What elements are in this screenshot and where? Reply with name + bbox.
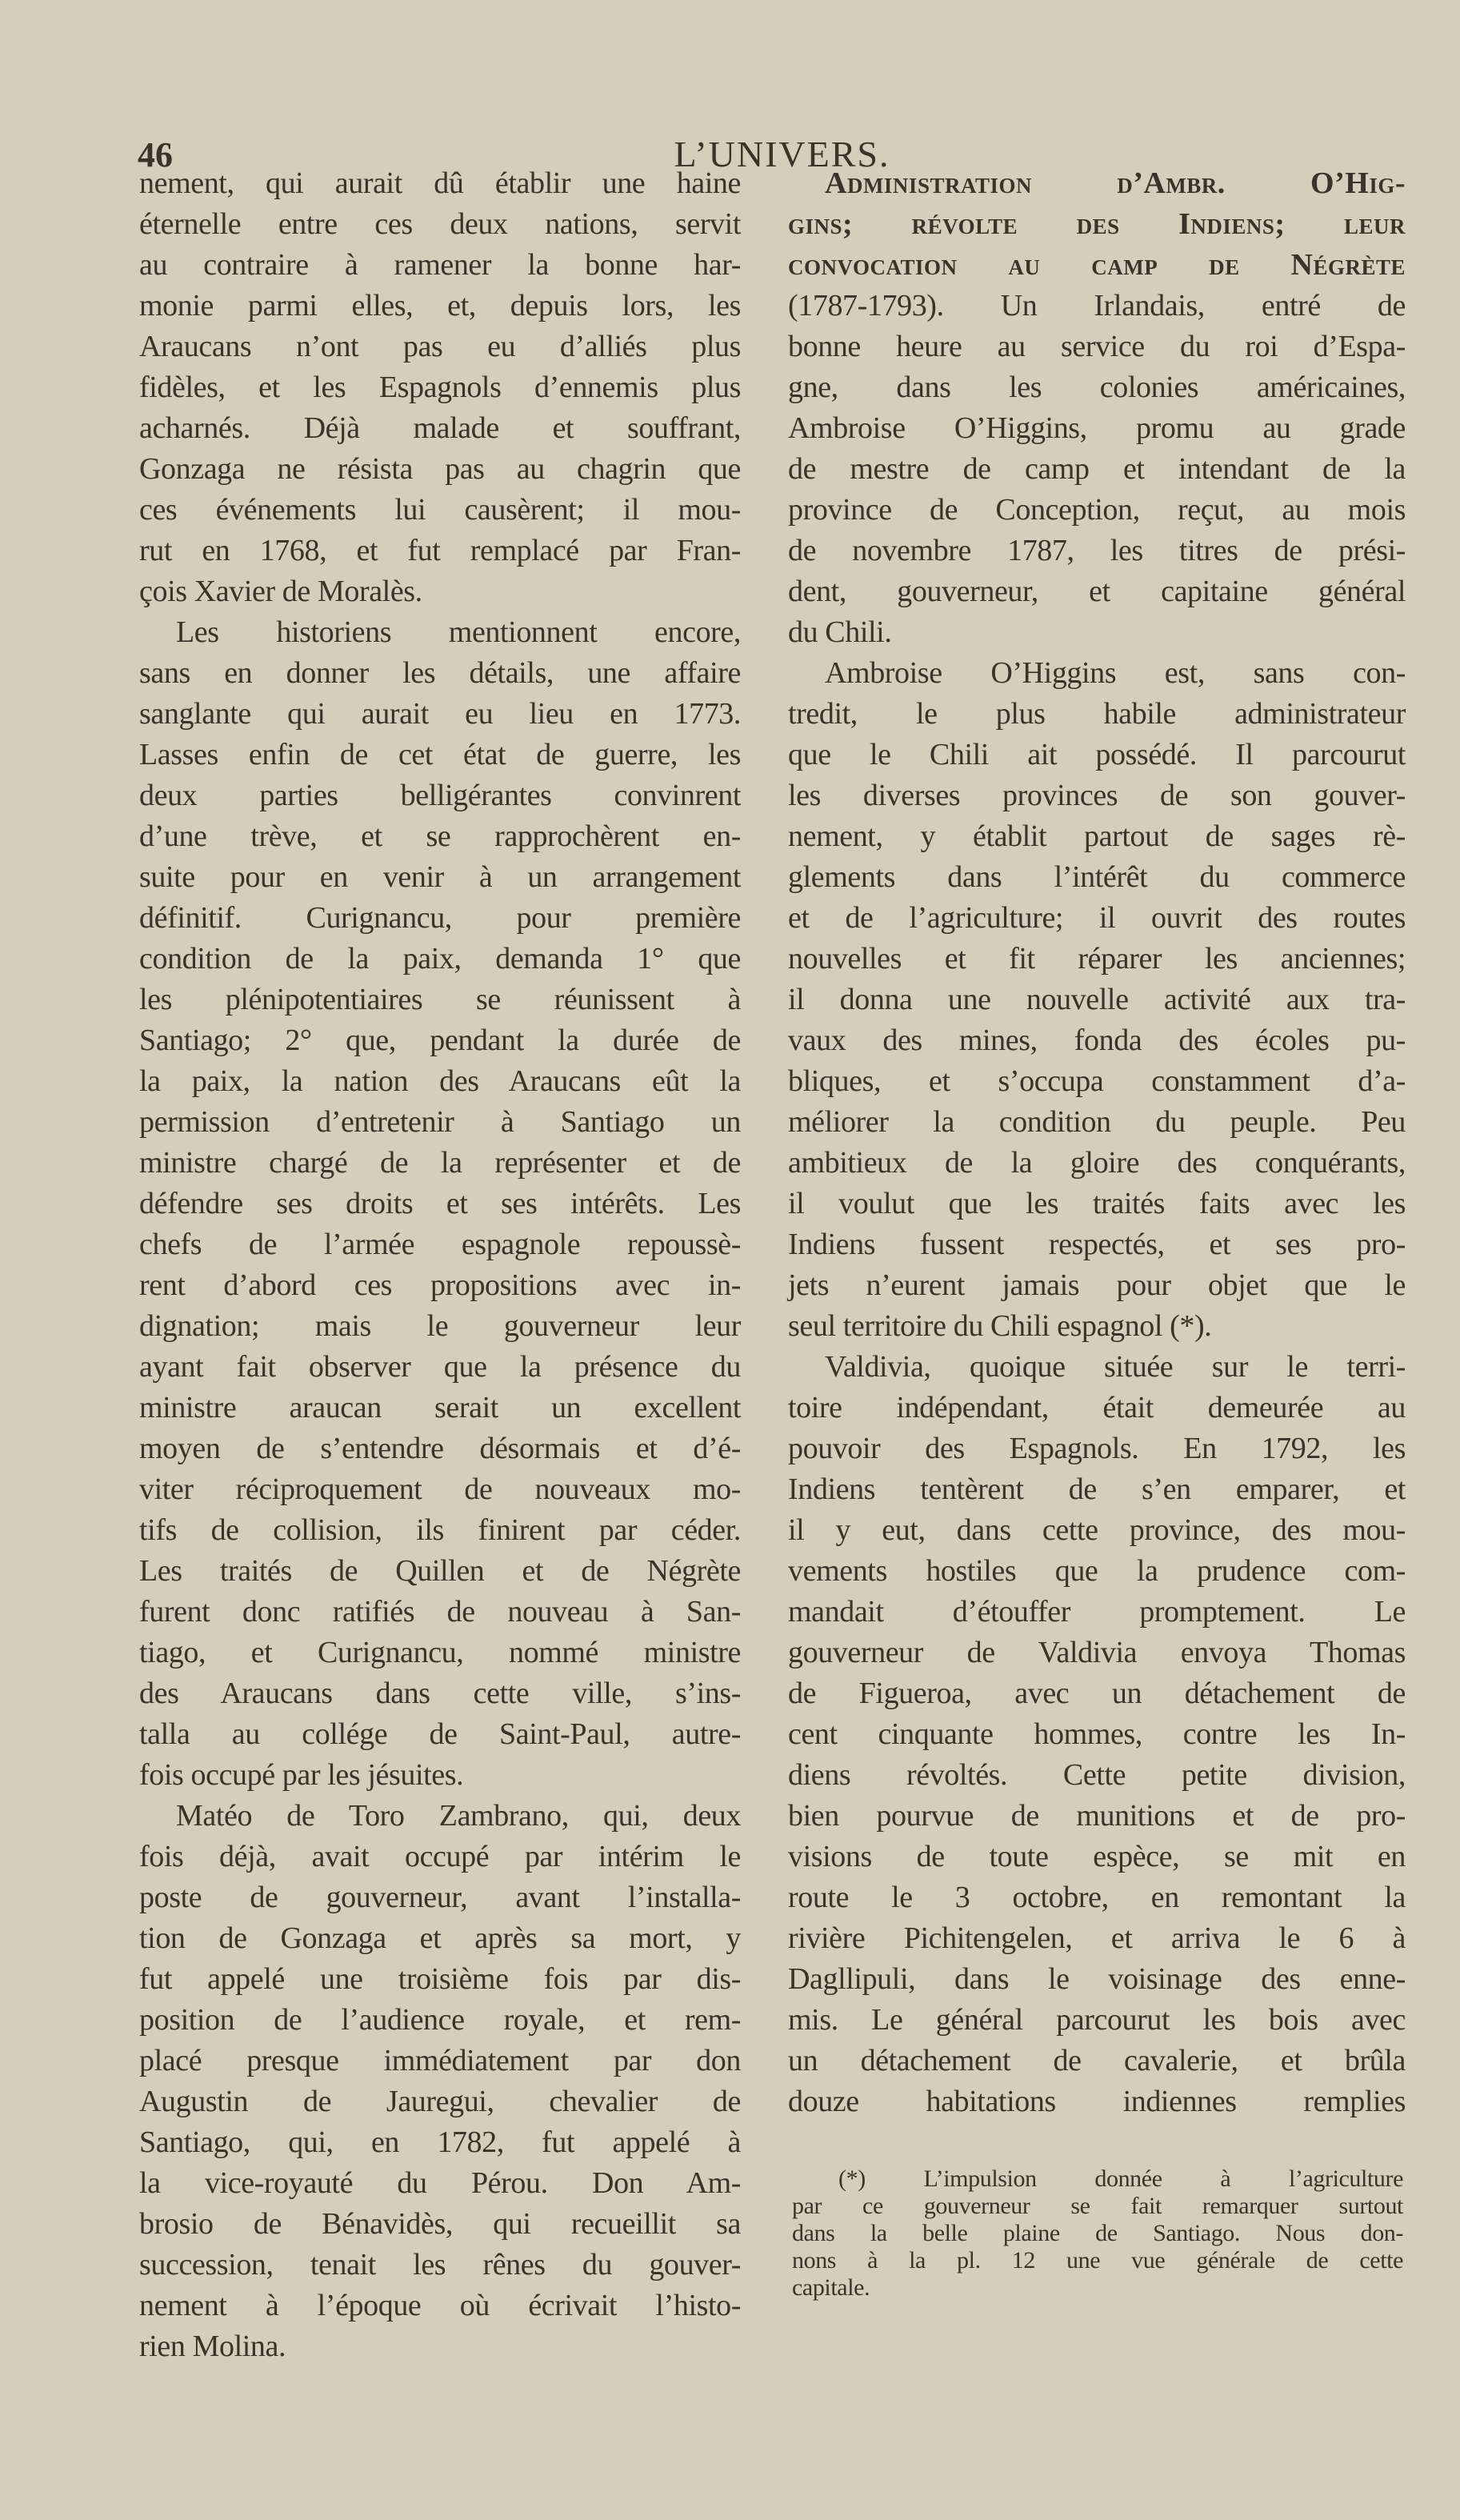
text-line: placé presque immédiatement par don [139, 2044, 741, 2077]
left-column [139, 163, 741, 2367]
text-line: Indiens tentèrent de s’en emparer, et [788, 1472, 1406, 1506]
page-number: 46 [138, 135, 173, 174]
text-line: mandait d’étouffer promptement. Le [788, 1595, 1406, 1629]
section-heading-line: Administration d’Ambr. O’Hig- [825, 166, 1406, 200]
text-line: ces événements lui causèrent; il mou- [139, 493, 741, 527]
right-column [788, 163, 1406, 2122]
text-line: d’une trève, et se rapprochèrent en- [139, 819, 741, 853]
text-line: glements dans l’intérêt du commerce [788, 860, 1406, 894]
text-line: de mestre de camp et intendant de la [788, 452, 1406, 486]
text-line: ayant fait observer que la présence du [139, 1350, 741, 1384]
text-line: dent, gouverneur, et capitaine général [788, 575, 1406, 608]
text-line: nement à l’époque où écrivait l’histo- [139, 2289, 741, 2322]
text-line: ministre araucan serait un excellent [139, 1391, 741, 1424]
text-line: que le Chili ait possédé. Il parcourut [788, 738, 1406, 771]
text-line: et de l’agriculture; il ouvrit des routes [788, 901, 1406, 935]
text-line: Valdivia, quoique située sur le terri- [825, 1350, 1406, 1384]
text-line: Ambroise O’Higgins, promu au grade [788, 411, 1406, 445]
text-line: (*) L’impulsion donnée à l’agriculture [838, 2165, 1403, 2192]
text-line: fidèles, et les Espagnols d’ennemis plus [139, 371, 741, 404]
text-line: bien pourvue de munitions et de pro- [788, 1799, 1406, 1833]
running-title: L’UNIVERS. [674, 134, 890, 174]
text-line: Les traités de Quillen et de Négrète [139, 1554, 741, 1588]
text-line: Indiens fussent respectés, et ses pro- [788, 1228, 1406, 1261]
text-line: tredit, le plus habile administrateur [788, 697, 1406, 731]
text-line: de Figueroa, avec un détachement de [788, 1677, 1406, 1710]
text-line: succession, tenait les rênes du gouver- [139, 2248, 741, 2282]
text-line: seul territoire du Chili espagnol (*). [788, 1309, 1212, 1343]
text-line: dignation; mais le gouverneur leur [139, 1309, 741, 1343]
text-line: défendre ses droits et ses intérêts. Les [139, 1187, 741, 1220]
text-line: définitif. Curignancu, pour première [139, 901, 741, 935]
text-line: par ce gouverneur se fait remarquer surtout [792, 2193, 1403, 2219]
text-line: condition de la paix, demanda 1° que [139, 942, 741, 976]
text-line: viter réciproquement de nouveaux mo- [139, 1472, 741, 1506]
text-line: les plénipotentiaires se réunissent à [139, 983, 741, 1016]
text-line: suite pour en venir à un arrangement [139, 860, 741, 894]
text-line: ministre chargé de la représenter et de [139, 1146, 741, 1180]
text-line: au contraire à ramener la bonne har- [139, 248, 741, 282]
text-line: la vice-royauté du Pérou. Don Am- [139, 2166, 741, 2200]
text-line: çois Xavier de Moralès. [139, 575, 422, 608]
text-line: jets n’eurent jamais pour objet que le [788, 1268, 1406, 1302]
text-line: province de Conception, reçut, au mois [788, 493, 1406, 527]
text-line: acharnés. Déjà malade et souffrant, [139, 411, 741, 445]
text-line: position de l’audience royale, et rem- [139, 2003, 741, 2037]
text-line: Gonzaga ne résista pas au chagrin que [139, 452, 741, 486]
text-line: tiago, et Curignancu, nommé ministre [139, 1636, 741, 1669]
text-line: fut appelé une troisième fois par dis- [139, 1962, 741, 1996]
text-line: toire indépendant, était demeurée au [788, 1391, 1406, 1424]
text-line: rut en 1768, et fut remplacé par Fran- [139, 534, 741, 567]
text-line: fois déjà, avait occupé par intérim le [139, 1840, 741, 1873]
text-line: rent d’abord ces propositions avec in- [139, 1268, 741, 1302]
text-line: nement, qui aurait dû établir une haine [139, 166, 741, 200]
text-line: méliorer la condition du peuple. Peu [788, 1105, 1406, 1139]
text-line: poste de gouverneur, avant l’installa- [139, 1881, 741, 1914]
text-line: les diverses provinces de son gouver- [788, 779, 1406, 812]
text-line: visions de toute espèce, se mit en [788, 1840, 1406, 1873]
text-line: sanglante qui aurait eu lieu en 1773. [139, 697, 741, 731]
text-line: rien Molina. [139, 2330, 286, 2363]
text-line: mis. Le général parcourut les bois avec [788, 2003, 1406, 2037]
text-line: fois occupé par les jésuites. [139, 1758, 464, 1792]
text-line: Augustin de Jauregui, chevalier de [139, 2085, 741, 2118]
text-line: nement, y établit partout de sages rè- [788, 819, 1406, 853]
text-line: rivière Pichitengelen, et arriva le 6 à [788, 1921, 1406, 1955]
text-line: permission d’entretenir à Santiago un [139, 1105, 741, 1139]
text-line: Lasses enfin de cet état de guerre, les [139, 738, 741, 771]
text-line: nons à la pl. 12 une vue générale de cette [792, 2247, 1403, 2274]
text-line: nouvelles et fit réparer les anciennes; [788, 942, 1406, 976]
text-line: bonne heure au service du roi d’Espa- [788, 330, 1406, 363]
text-line: capitale. [792, 2274, 870, 2301]
text-line: deux parties belligérantes convinrent [139, 779, 741, 812]
text-line: la paix, la nation des Araucans eût la [139, 1064, 741, 1098]
text-line: diens révoltés. Cette petite division, [788, 1758, 1406, 1792]
text-line: moyen de s’entendre désormais et d’é- [139, 1432, 741, 1465]
text-line: Matéo de Toro Zambrano, qui, deux [176, 1799, 741, 1833]
text-line: Santiago; 2° que, pendant la durée de [139, 1024, 741, 1057]
text-line: dans la belle plaine de Santiago. Nous don- [792, 2220, 1403, 2246]
text-line: un détachement de cavalerie, et brûla [788, 2044, 1406, 2077]
text-line: bliques, et s’occupa constamment d’a- [788, 1064, 1406, 1098]
text-line: talla au collége de Saint-Paul, autre- [139, 1717, 741, 1751]
text-line: Dagllipuli, dans le voisinage des enne- [788, 1962, 1406, 1996]
text-line: gouverneur de Valdivia envoya Thomas [788, 1636, 1406, 1669]
text-line: Araucans n’ont pas eu d’alliés plus [139, 330, 741, 363]
text-line: douze habitations indiennes remplies [788, 2085, 1406, 2118]
text-line: des Araucans dans cette ville, s’ins- [139, 1677, 741, 1710]
text-line: il y eut, dans cette province, des mou- [788, 1513, 1406, 1547]
text-line: Santiago, qui, en 1782, fut appelé à [139, 2125, 741, 2159]
text-line: furent donc ratifiés de nouveau à San- [139, 1595, 741, 1629]
text-line: du Chili. [788, 615, 892, 649]
text-line: il donna une nouvelle activité aux tra- [788, 983, 1406, 1016]
text-line: ambitieux de la gloire des conquérants, [788, 1146, 1406, 1180]
text-line: gne, dans les colonies américaines, [788, 371, 1406, 404]
text-line: vaux des mines, fonda des écoles pu- [788, 1024, 1406, 1057]
text-line: tion de Gonzaga et après sa mort, y [139, 1921, 741, 1955]
text-line: chefs de l’armée espagnole repoussè- [139, 1228, 741, 1261]
text-line: de novembre 1787, les titres de prési- [788, 534, 1406, 567]
text-line: éternelle entre ces deux nations, servit [139, 207, 741, 241]
footnote [792, 2165, 1403, 2302]
text-line: sans en donner les détails, une affaire [139, 656, 741, 690]
text-line: vements hostiles que la prudence com- [788, 1554, 1406, 1588]
text-line: brosio de Bénavidès, qui recueillit sa [139, 2207, 741, 2241]
text-line: (1787-1793). Un Irlandais, entré de [788, 289, 1406, 323]
text-line: il voulut que les traités faits avec les [788, 1187, 1406, 1220]
section-heading-line: convocation au camp de Négrète [788, 248, 1406, 282]
text-line: cent cinquante hommes, contre les In- [788, 1717, 1406, 1751]
text-line: pouvoir des Espagnols. En 1792, les [788, 1432, 1406, 1465]
text-line: route le 3 octobre, en remontant la [788, 1881, 1406, 1914]
text-line: Ambroise O’Higgins est, sans con- [825, 656, 1406, 690]
text-line: monie parmi elles, et, depuis lors, les [139, 289, 741, 323]
section-heading-line: gins; révolte des Indiens; leur [788, 207, 1406, 241]
text-line: Les historiens mentionnent encore, [176, 615, 741, 649]
text-line: tifs de collision, ils finirent par céder. [139, 1513, 741, 1547]
